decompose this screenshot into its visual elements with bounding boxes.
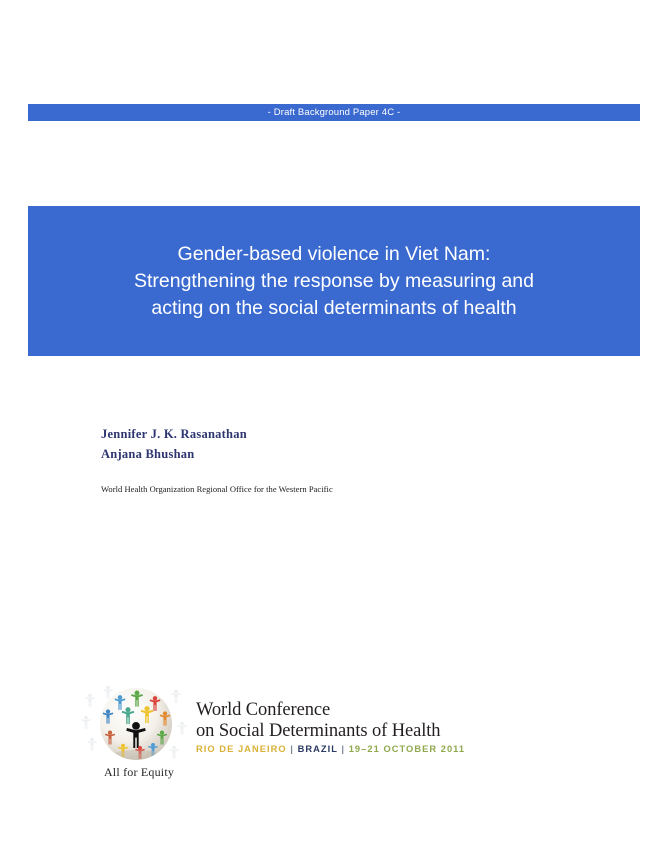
globe-people-icon bbox=[76, 682, 202, 768]
page-title-line-3: acting on the social determinants of health bbox=[151, 296, 517, 319]
conference-details bbox=[196, 744, 496, 754]
draft-header-text: - Draft Background Paper 4C - bbox=[267, 107, 401, 118]
author-name: Jennifer J. K. Rasanathan bbox=[101, 427, 247, 441]
page-title-line-1: Gender-based violence in Viet Nam: bbox=[177, 242, 491, 265]
draft-header-bar bbox=[28, 104, 640, 121]
author-affiliation: World Health Organization Regional Office for the Western Pacific bbox=[101, 484, 333, 494]
title-block bbox=[28, 206, 640, 356]
conference-city: RIO DE JANEIRO bbox=[196, 744, 287, 754]
conference-title-line-2: on Social Determinants of Health bbox=[196, 721, 441, 741]
conference-title-line-1: World Conference bbox=[196, 700, 331, 720]
detail-separator: | bbox=[286, 744, 298, 754]
detail-separator: | bbox=[337, 744, 349, 754]
globe-logo-mark bbox=[76, 682, 202, 788]
conference-dates: 19–21 OCTOBER 2011 bbox=[348, 744, 466, 754]
author-list bbox=[101, 424, 541, 464]
logo-tagline: All for Equity bbox=[103, 765, 175, 779]
conference-logo bbox=[76, 682, 496, 788]
conference-wordmark bbox=[196, 700, 496, 754]
conference-country: BRAZIL bbox=[297, 744, 338, 754]
page-title-line-2: Strengthening the response by measuring and bbox=[133, 269, 535, 292]
author-name: Anjana Bhushan bbox=[101, 447, 195, 461]
